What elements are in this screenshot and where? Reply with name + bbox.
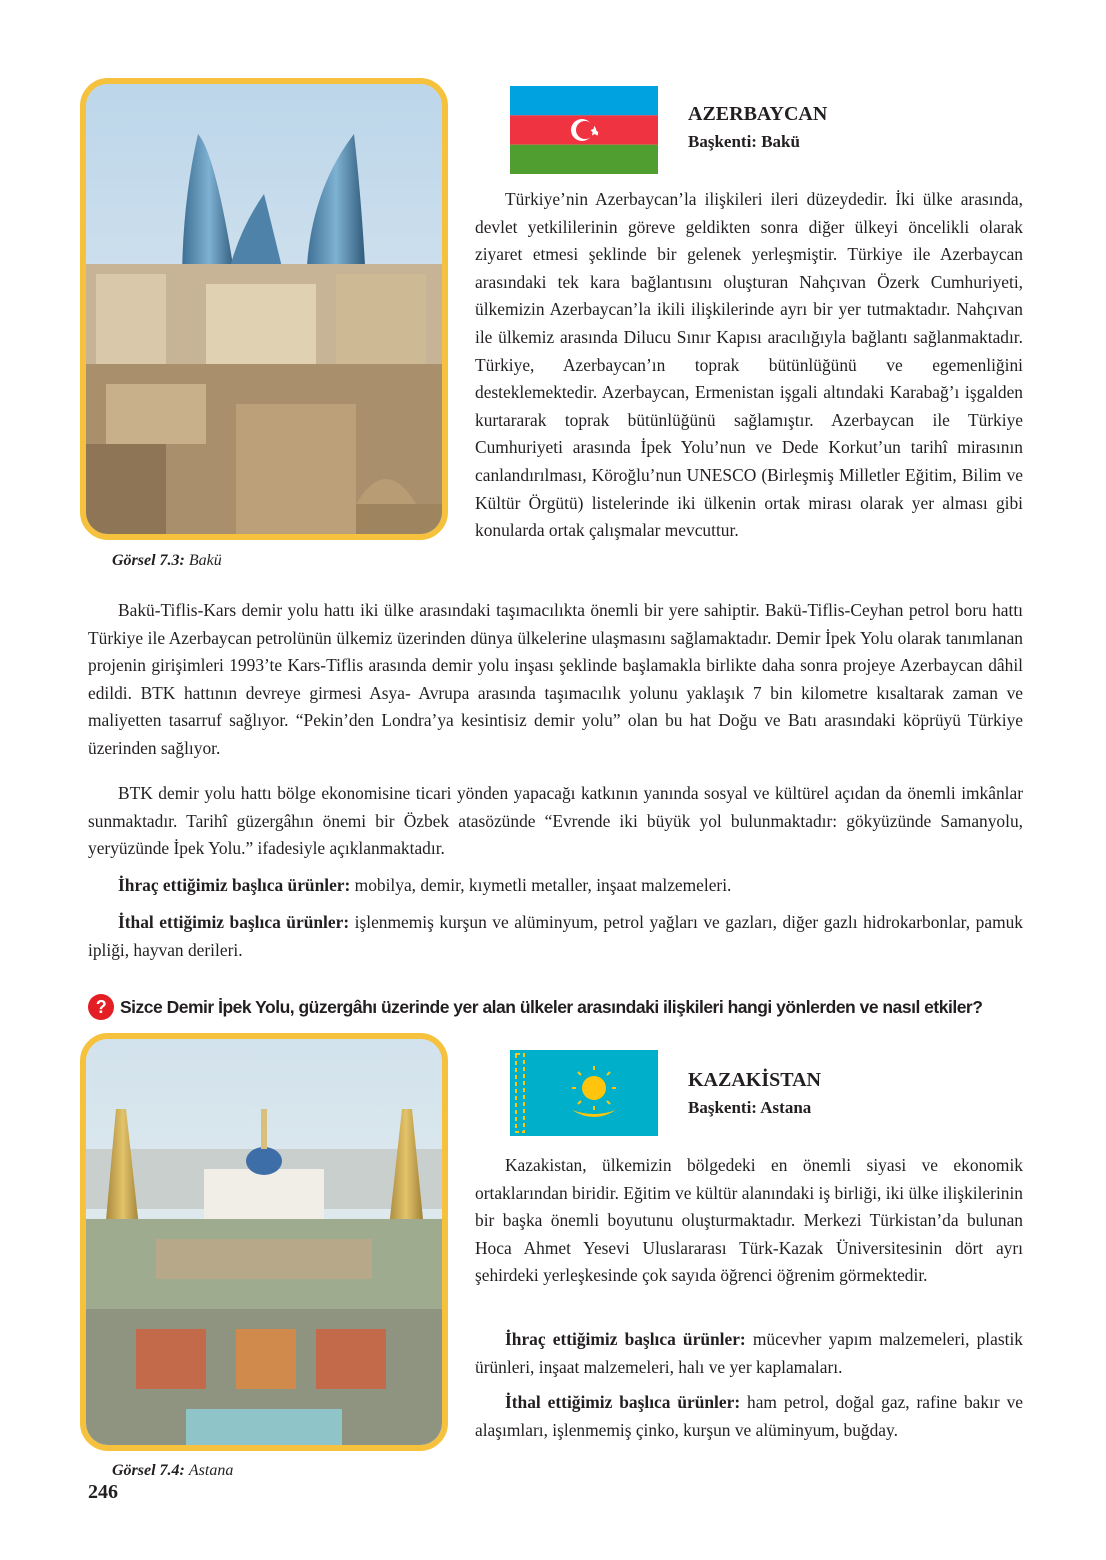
kazakhstan-heading: [688, 1066, 821, 1122]
country-capital: Başkenti: Astana: [688, 1098, 812, 1117]
discussion-question: [88, 994, 1088, 1020]
kazakhstan-imports: [475, 1389, 1023, 1444]
country-name: KAZAKİSTAN: [688, 1069, 821, 1091]
astana-cityscape-image: [86, 1039, 442, 1445]
azerbaijan-imports: [88, 909, 1023, 964]
kazakhstan-exports: [475, 1326, 1023, 1381]
exports-text: mücevher yapım malzemeleri, plastik ürünleri, inşaat malzemeleri, halı ve yer kaplamaları.: [475, 1329, 1023, 1377]
country-name: AZERBAYCAN: [688, 103, 828, 125]
azerbaijan-heading: [688, 100, 827, 156]
question-text: Sizce Demir İpek Yolu, güzergâhı üzerinde yer alan ülkeler arasındaki ilişkileri hangi yönlerden ve nasıl etkiler?: [120, 996, 983, 1017]
exports-label: İhraç ettiğimiz başlıca ürünler:: [505, 1329, 746, 1349]
imports-label: İthal ettiğimiz başlıca ürünler:: [118, 912, 350, 932]
imports-text: ham petrol, doğal gaz, rafine bakır ve alaşımları, işlenmemiş çinko, kurşun ve alüminyum, buğday.: [475, 1392, 1023, 1440]
imports-text: işlenmemiş kurşun ve alüminyum, petrol yağları ve gazları, diğer gazlı hidrokarbonlar, pamuk ipliği, hayvan derileri.: [88, 912, 1023, 960]
imports-label: İthal ettiğimiz başlıca ürünler:: [505, 1392, 741, 1412]
kazakhstan-flag: [510, 1050, 658, 1136]
baku-skyline-image: [86, 84, 442, 534]
question-icon: ?: [88, 994, 114, 1020]
azerbaijan-paragraph-2: Bakü-Tiflis-Kars demir yolu hattı iki ülke arasındaki taşımacılıkta önemli bir yere sahiptir. Bakü-Tiflis-Ceyhan petrol boru hattı Türkiye ile Azerbaycan petrolünün ülkemiz üzerinden dünya ülkelerine ulaşmasını sağlamaktadır. Demir İpek Yolu olarak tanımlanan projenin girişimleri 1993’te Kars-Tiflis arasında demir yolu inşası şeklinde başlamakla birlikte daha sonra projeye Azerbaycan dâhil edildi. BTK hattının devreye girmesi Asya- Avrupa arasında taşımacılık yolunu yaklaşık 7 bin kilometre kısaltarak zaman ve maliyetten tasarruf sağlıyor. “Pekin’den Londra’ya kesintisiz demir yolu” olan bu hat Doğu ve Batı arasındaki köprüyü Türkiye üzerinden sağlıyor.: [88, 600, 1023, 758]
astana-caption: Görsel 7.4: Astana: [112, 1462, 234, 1479]
kazakhstan-paragraph-1: Kazakistan, ülkemizin bölgedeki en önemli siyasi ve ekonomik ortaklarından biridir. Eğitim ve kültür alanındaki iş birliği, iki ülke ilişkilerinin bir başka önemli boyutunu oluşturmaktadır. Merkezi Türkistan’da bulunan Hoca Ahmet Yesevi Uluslararası Türk-Kazak Üniversitesinin dört ayrı şehirdeki yerleşkesinde çok sayıda öğrenci öğrenim görmektedir.: [475, 1155, 1023, 1286]
baku-caption: Görsel 7.3: Bakü: [112, 552, 222, 569]
exports-label: İhraç ettiğimiz başlıca ürünler:: [118, 875, 351, 895]
azerbaijan-flag: [510, 86, 658, 174]
page-number: 246: [88, 1481, 118, 1503]
astana-photo: [80, 1033, 448, 1451]
azerbaijan-exports: [88, 872, 1023, 900]
exports-text: mobilya, demir, kıymetli metaller, inşaat malzemeleri.: [350, 875, 732, 895]
azerbaijan-paragraph-1: Türkiye’nin Azerbaycan’la ilişkileri ileri düzeydedir. İki ülke arasında, devlet yetkililerinin göreve geldikten sonra diğer ülkeyi öncelikli olarak ziyaret etmesi şeklinde bir gelenek yerleşmiştir. Türkiye ile Azerbaycan arasındaki tek kara bağlantısını oluşturan Nahçıvan Özerk Cumhuriyeti, ülkemizin Azerbaycan’la ikili ilişkilerinde ayrı bir yer tutmaktadır. Nahçıvan ile ülkemiz arasında Dilucu Sınır Kapısı aracılığıyla bağlantı sağlanmaktadır. Türkiye, Azerbaycan’ın toprak bütünlüğünü ve egemenliğini desteklemektedir. Azerbaycan, Ermenistan işgali altındaki Karabağ’ı işgalden kurtararak toprak bütünlüğünü sağlamıştır. Azerbaycan ile Türkiye Cumhuriyeti arasında İpek Yolu’nun ve Dede Korkut’un tarihî mirasının canlandırılması, Köroğlu’nun UNESCO (Birleşmiş Milletler Eğitim, Bilim ve Kültür Örgütü) listelerinde iki ülkenin ortak mirası olarak yer alması gibi konularda ortak çalışmalar mevcuttur.: [475, 189, 1023, 541]
country-capital: Başkenti: Bakü: [688, 132, 800, 151]
baku-photo: [80, 78, 448, 540]
azerbaijan-paragraph-3: BTK demir yolu hattı bölge ekonomisine ticari yönden yapacağı katkının yanında sosyal ve kültürel açıdan da önemli imkânlar sunmaktadır. Tarihî güzergâhın önemi bir Özbek atasözünde “Evrende iki büyük yol bulunmaktadır: gökyüzünde Samanyolu, yeryüzünde İpek Yolu.” ifadesiyle açıklanmaktadır.: [88, 783, 1023, 859]
